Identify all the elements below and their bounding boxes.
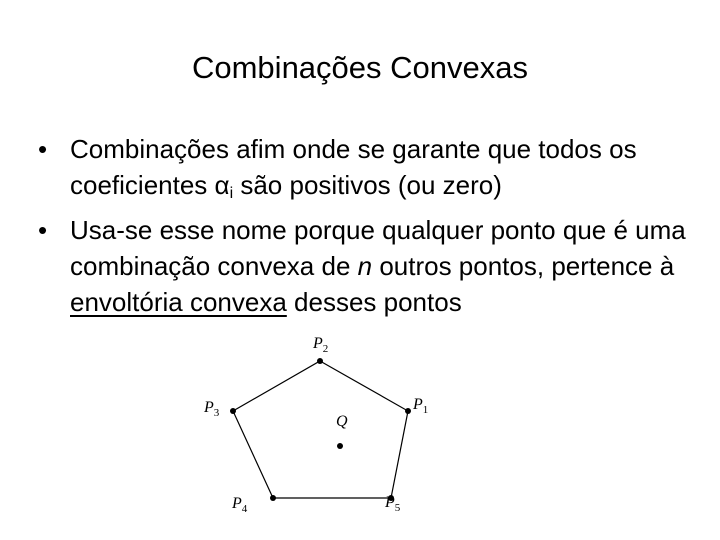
label-p1: $P_1$ [413,396,429,416]
bullet-2-text-middle: outros pontos, pertence à [372,251,675,281]
point-p3-marker [230,408,236,414]
label-p4: $P_4$ [232,495,248,515]
point-q-marker [337,443,343,449]
point-p1-marker [405,408,411,414]
point-p4-marker [270,495,276,501]
label-q: Q [336,413,348,430]
label-p2: $P_2$ [313,335,329,355]
label-p3: $P_3$ [204,399,220,419]
bullet-dot: • [38,215,48,245]
convex-hull-term: envoltória convexa [70,287,287,317]
label-p5: $P_5$ [385,494,401,514]
slide-title: Combinações Convexas [191,50,528,85]
bullet-1-text-end: são positivos (ou zero) [233,170,502,200]
bullet-2-text: Usa-se esse nome porque qualquer ponto que é uma combinação convexa de [70,215,686,281]
alpha-subscript: i [229,185,234,202]
bullet-1-text: Combinações afim onde se garante que todos os coeficientes α [70,134,637,200]
n-variable: n [357,251,373,281]
point-p2-marker [317,358,323,364]
bullet-2-text-end: desses pontos [286,287,462,317]
pentagon-hull [233,361,408,498]
bullet-dot: • [38,134,48,164]
